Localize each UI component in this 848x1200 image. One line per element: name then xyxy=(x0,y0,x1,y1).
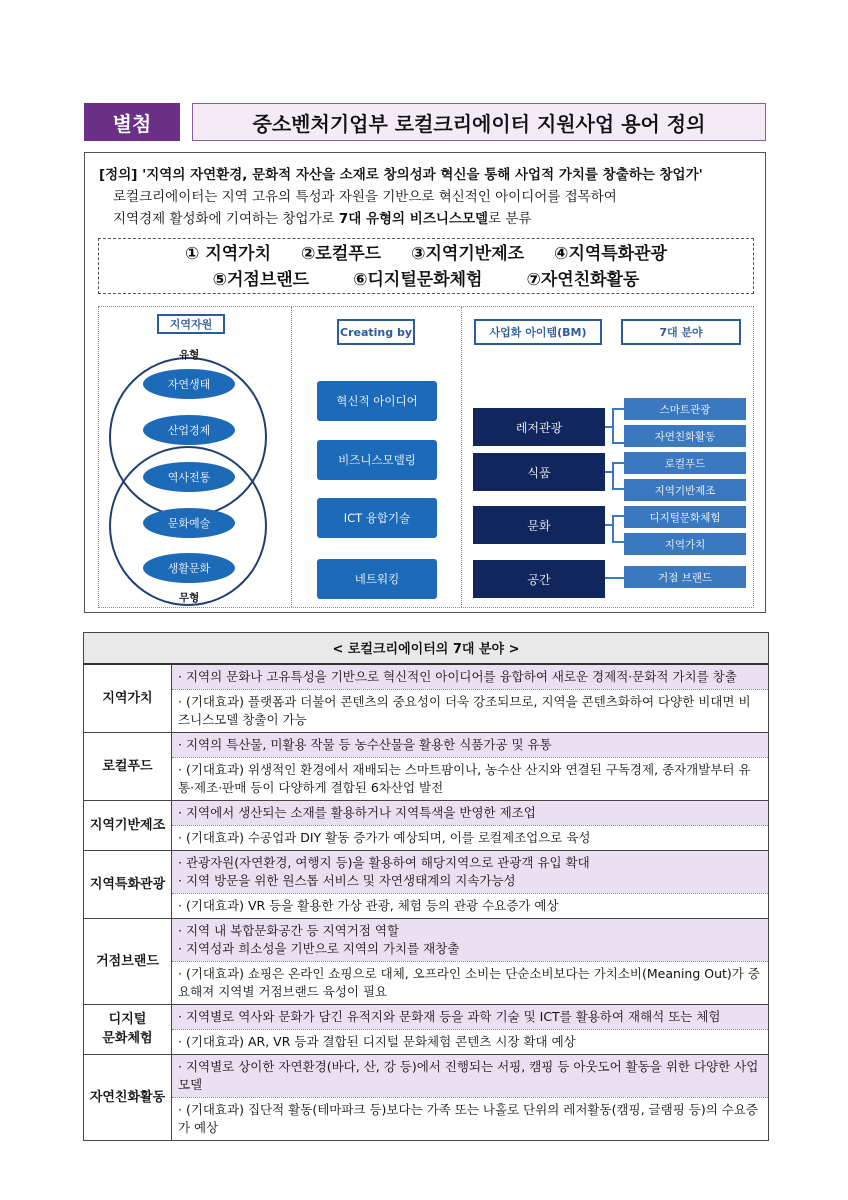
table-row xyxy=(84,732,769,757)
creating-item: 네트워킹 xyxy=(317,559,437,599)
page-title: 중소벤처기업부 로컬크리에이터 지원사업 용어 정의 xyxy=(192,103,766,141)
table-row xyxy=(84,800,769,825)
field-category: 자연친화활동 xyxy=(84,1054,172,1140)
field-category: 거점브랜드 xyxy=(84,918,172,1004)
creating-item: ICT 융합기술 xyxy=(317,498,437,538)
table-row xyxy=(84,689,769,732)
field-description: · 지역의 문화나 고유특성을 기반으로 혁신적인 아이디어를 융합하여 새로운 경제적·문화적 가치를 창출 xyxy=(172,664,769,690)
field-category: 지역기반제조 xyxy=(84,800,172,850)
field-item: 지역가치 xyxy=(624,533,746,555)
table-row xyxy=(84,664,769,690)
field-item: 로컬푸드 xyxy=(624,452,746,474)
field-category: 디지털 문화체험 xyxy=(84,1004,172,1054)
field-description: · 관광자원(자연환경, 여행지 등)을 활용하여 해당지역으로 관광객 유입 확대 · 지역 방문을 위한 원스톱 서비스 및 자연생태계의 지속가능성 xyxy=(172,850,769,893)
bm-item: 식품 xyxy=(473,453,605,491)
resource-item: 역사전통 xyxy=(143,462,235,492)
field-description: · 지역별로 역사와 문화가 담긴 유적지와 문화재 등을 과학 기술 및 ICT를 활용하여 재해석 또는 체험 xyxy=(172,1004,769,1029)
definition-line-3-post: 로 분류 xyxy=(488,211,532,227)
table-row xyxy=(84,961,769,1004)
table-row xyxy=(84,1004,769,1029)
tangible-label: 유형 xyxy=(179,349,200,361)
bm-item: 레저관광 xyxy=(473,408,605,446)
field-category: 로컬푸드 xyxy=(84,732,172,800)
definition-line-3-pre: 지역경제 활성화에 기여하는 창업가로 xyxy=(113,211,339,227)
table-heading: < 로컬크리에이터의 7대 분야 > xyxy=(84,633,769,664)
table-row xyxy=(84,825,769,850)
table-row xyxy=(84,1054,769,1097)
bm-item: 공간 xyxy=(473,560,605,598)
resource-item: 자연생태 xyxy=(143,369,235,399)
definition-text xyxy=(99,164,755,230)
business-models-box xyxy=(98,238,754,294)
field-item: 자연친화활동 xyxy=(624,425,746,447)
field-description: · 지역 내 복합문화공간 등 지역거점 역할 · 지역성과 희소성을 기반으로 지역의 가치를 재창출 xyxy=(172,918,769,961)
resource-label: 지역자원 xyxy=(157,314,225,334)
model-item: ⑤거점브랜드 xyxy=(212,270,310,290)
model-item: ④지역특화관광 xyxy=(554,244,667,264)
creating-item: 비즈니스모델링 xyxy=(317,440,437,480)
resource-item: 문화예술 xyxy=(143,508,235,538)
field-description: · 지역에서 생산되는 소재를 활용하거나 지역특색을 반영한 제조업 xyxy=(172,800,769,825)
resource-item: 생활문화 xyxy=(143,553,235,583)
field-description: · 지역의 특산물, 미활용 작물 등 농수산물을 활용한 식품가공 및 유통 xyxy=(172,732,769,757)
page-header xyxy=(84,103,766,141)
field-expected-effect: · (기대효과) 쇼핑은 온라인 쇼핑으로 대체, 오프라인 소비는 단순소비보다는 가치소비(Meaning Out)가 중요해져 지역별 거점브랜드 육성이 필요 xyxy=(172,961,769,1004)
table-row xyxy=(84,757,769,800)
field-category: 지역가치 xyxy=(84,664,172,733)
field-expected-effect: · (기대효과) VR 등을 활용한 가상 관광, 체험 등의 관광 수요증가 예상 xyxy=(172,893,769,918)
definition-line-3-bold: 7대 유형의 비즈니스모델 xyxy=(338,211,489,227)
concept-diagram xyxy=(98,306,754,608)
definition-line-3 xyxy=(99,208,755,230)
bm-item: 문화 xyxy=(473,506,605,544)
definition-line-1: [정의] '지역의 자연환경, 문화적 자산을 소재로 창의성과 혁신을 통해 사업적 가치를 창출하는 창업가' xyxy=(99,167,703,183)
model-item: ⑦자연친화활동 xyxy=(526,270,640,290)
creating-label: Creating by xyxy=(337,319,415,345)
resource-item: 산업경제 xyxy=(143,415,235,445)
field-description: · 지역별로 상이한 자연환경(바다, 산, 강 등)에서 진행되는 서핑, 캠핑 등 아웃도어 활동을 위한 다양한 사업모델 xyxy=(172,1054,769,1097)
creating-item: 혁신적 아이디어 xyxy=(317,381,437,421)
definition-line-2: 로컬크리에이터는 지역 고유의 특성과 자원을 기반으로 혁신적인 아이디어를 접목하여 xyxy=(113,189,617,205)
field-expected-effect: · (기대효과) 집단적 활동(테마파크 등)보다는 가족 또는 나홀로 단위의 레저활동(캠핑, 글램핑 등)의 수요증가 예상 xyxy=(172,1097,769,1140)
table-row xyxy=(84,1029,769,1054)
model-item: ⑥디지털문화체험 xyxy=(353,270,483,290)
field-expected-effect: · (기대효과) 플랫폼과 더불어 콘텐츠의 중요성이 더욱 강조되므로, 지역을 콘텐츠화하여 다양한 비대면 비즈니스모델 창출이 가능 xyxy=(172,689,769,732)
seven-fields-table xyxy=(83,632,769,1141)
table-row xyxy=(84,893,769,918)
field-item: 지역기반제조 xyxy=(624,479,746,501)
field-item: 스마트관광 xyxy=(624,398,746,420)
attachment-badge: 별첨 xyxy=(84,103,180,141)
field-item: 거점 브랜드 xyxy=(624,566,746,588)
field-category: 지역특화관광 xyxy=(84,850,172,918)
field-expected-effect: · (기대효과) 위생적인 환경에서 재배되는 스마트팜이나, 농수산 산지와 연결된 구독경제, 종자개발부터 유통·제조·판매 등이 다양하게 결합된 6차산업 발전 xyxy=(172,757,769,800)
table-row xyxy=(84,850,769,893)
intangible-label: 무형 xyxy=(179,592,200,604)
model-item: ②로컬푸드 xyxy=(301,244,382,264)
bm-label: 사업화 아이템(BM) xyxy=(474,319,602,345)
model-item: ① 지역가치 xyxy=(185,244,272,264)
definition-box xyxy=(84,152,766,613)
table-row xyxy=(84,918,769,961)
field-expected-effect: · (기대효과) 수공업과 DIY 활동 증가가 예상되며, 이를 로컬제조업으로 육성 xyxy=(172,825,769,850)
fields-label: 7대 분야 xyxy=(621,319,741,345)
field-item: 디지털문화체험 xyxy=(624,506,746,528)
table-row xyxy=(84,1097,769,1140)
model-item: ③지역기반제조 xyxy=(411,244,525,264)
field-expected-effect: · (기대효과) AR, VR 등과 결합된 디지털 문화체험 콘텐츠 시장 확대 예상 xyxy=(172,1029,769,1054)
